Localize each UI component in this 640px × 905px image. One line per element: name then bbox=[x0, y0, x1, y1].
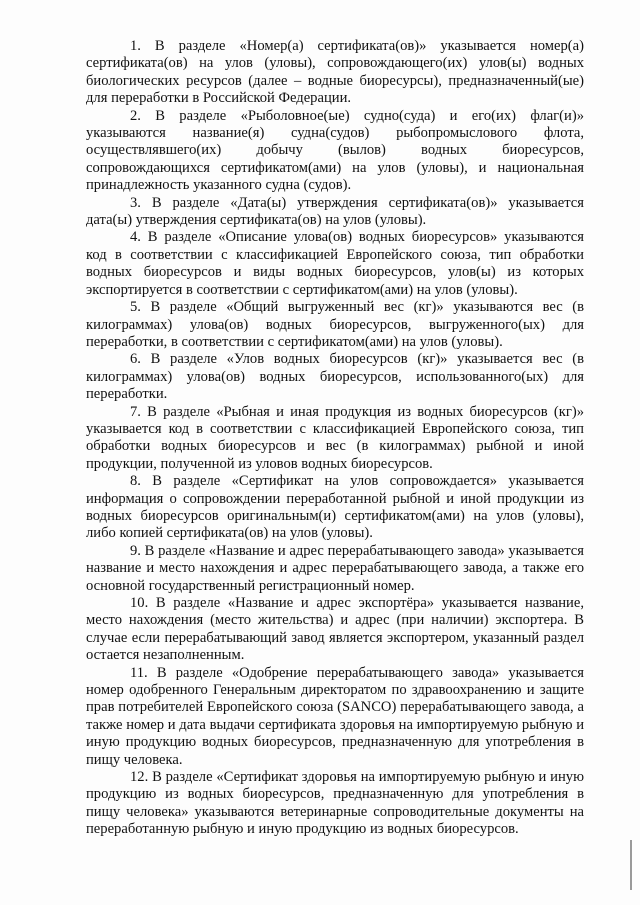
paragraph-12: 12. В разделе «Сертификат здоровья на импортируемую рыбную и иную продукцию из водных биоресурсов, предназначенную для употребления в пищу человека» указываются ветеринарные сопроводительные документы на переработанную рыбную и иную продукцию из водных биоресурсов. bbox=[86, 769, 584, 838]
paragraph-10: 10. В разделе «Название и адрес экспортёра» указывается название, место нахождения (место жительства) и адрес (при наличии) экспортера. В случае если перерабатывающий завод является экспортером, указанный раздел остается незаполненным. bbox=[86, 595, 584, 664]
paragraph-1: 1. В разделе «Номер(а) сертификата(ов)» указывается номер(а) сертификата(ов) на улов (уловы), сопровождающего(их) улов(ы) водных биологических ресурсов (далее – водные биоресурсы), предназначенный(ые) для переработки в Российской Федерации. bbox=[86, 38, 584, 107]
paragraph-5: 5. В разделе «Общий выгруженный вес (кг)» указываются вес (в килограммах) улова(ов) водных биоресурсов, выгруженного(ых) для переработки, в соответствии с сертификатом(ами) на улов (уловы). bbox=[86, 299, 584, 350]
paragraph-3: 3. В разделе «Дата(ы) утверждения сертификата(ов)» указывается дата(ы) утверждения сертификата(ов) на улов (уловы). bbox=[86, 194, 584, 229]
paragraph-11: 11. В разделе «Одобрение перерабатывающего завода» указывается номер одобренного Генеральным директоратом по здравоохранению и защите прав потребителей Европейского союза (SANCO) перерабатывающего завода, а также номер и дата выдачи сертификата здоровья на импортируемую рыбную и иную продукцию водных биоресурсов, предназначенную для употребления в пищу человека. bbox=[86, 664, 584, 768]
paragraph-9: 9. В разделе «Название и адрес перерабатывающего завода» указывается название и место нахождения и адрес перерабатывающего завода, а также его основной государственный регистрационный номер. bbox=[86, 542, 584, 594]
paragraph-7: 7. В разделе «Рыбная и иная продукция из водных биоресурсов (кг)» указывается код в соответствии с классификацией Европейского союза, тип обработки водных биоресурсов и вес (в килограммах) рыбной и иной продукции, полученной из уловов водных биоресурсов. bbox=[86, 403, 584, 472]
scan-edge-mark bbox=[630, 840, 632, 890]
paragraph-2: 2. В разделе «Рыболовное(ые) судно(суда) и его(их) флаг(и)» указываются название(я) судна(судов) рыбопромыслового флота, осуществлявшего(их) добычу (вылов) водных биоресурсов, сопровождающихся сертификатом(ами) на улов (уловы), и национальная принадлежность указанного судна (судов). bbox=[86, 107, 584, 194]
paragraph-8: 8. В разделе «Сертификат на улов сопровождается» указывается информация о сопровождении переработанной рыбной и иной продукции из водных биоресурсов оригинальным(и) сертификатом(ами) на улов (уловы), либо копией сертификата(ов) на улов (уловы). bbox=[86, 473, 584, 542]
paragraph-6: 6. В разделе «Улов водных биоресурсов (кг)» указывается вес (в килограммах) улова(ов) водных биоресурсов, использованного(ых) для переработки. bbox=[86, 351, 584, 403]
paragraph-4: 4. В разделе «Описание улова(ов) водных биоресурсов» указываются код в соответствии с классификацией Европейского союза, тип обработки водных биоресурсов и виды водных биоресурсов, улов(ы) из которых экспортируется в соответствии с сертификатом(ами) на улов (уловы). bbox=[86, 229, 584, 298]
document-body bbox=[86, 38, 584, 839]
